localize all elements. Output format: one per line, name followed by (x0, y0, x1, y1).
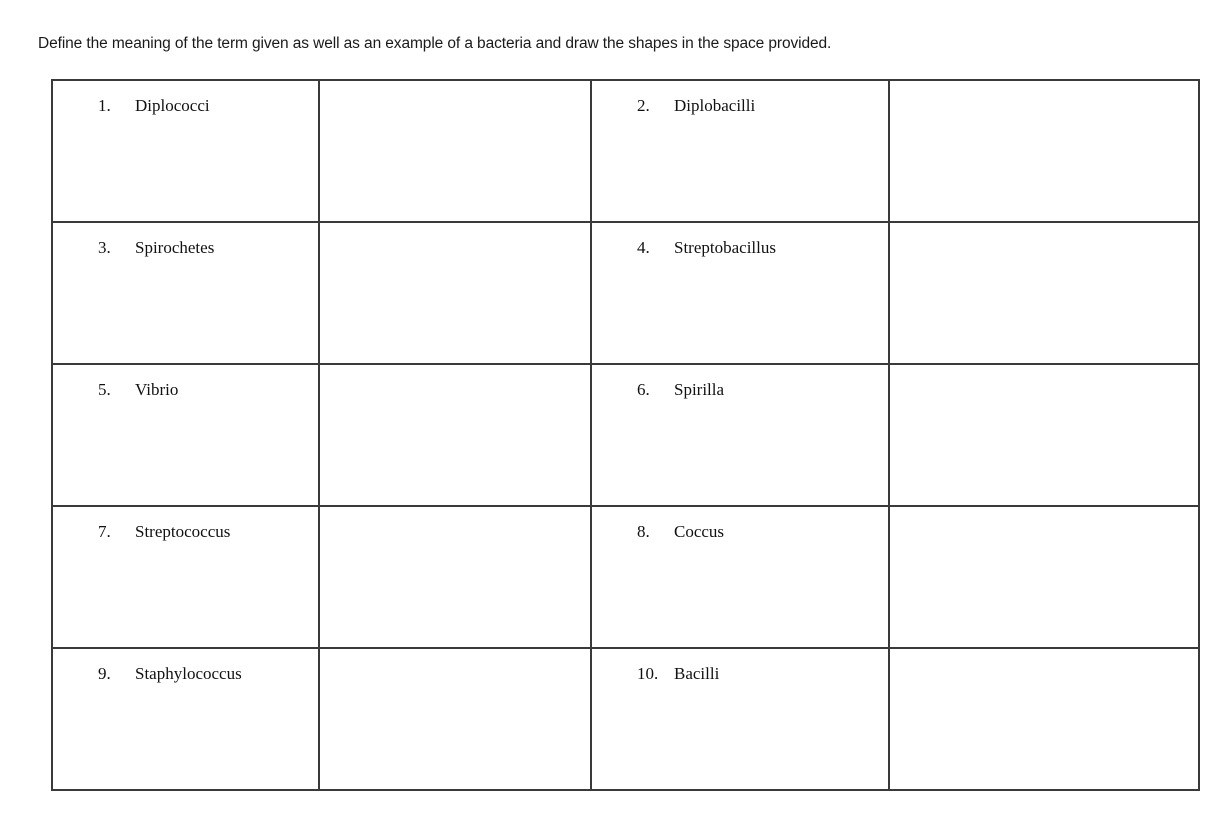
term-cell (591, 506, 889, 648)
answer-cell[interactable] (889, 648, 1199, 790)
term-number: 2. (637, 96, 650, 115)
answer-cell[interactable] (889, 222, 1199, 364)
term-cell (591, 648, 889, 790)
term-label: Diplobacilli (674, 96, 756, 115)
term-cell (52, 222, 319, 364)
term-label: Vibrio (135, 380, 179, 399)
answer-cell[interactable] (319, 648, 591, 790)
answer-cell[interactable] (889, 80, 1199, 222)
term-cell (52, 506, 319, 648)
answer-cell[interactable] (889, 506, 1199, 648)
term-label: Spirilla (674, 380, 725, 399)
table-row (52, 364, 1199, 506)
answer-cell[interactable] (889, 364, 1199, 506)
terms-table (51, 79, 1200, 791)
term-label: Spirochetes (135, 238, 215, 257)
table-row (52, 648, 1199, 790)
term-number: 10. (637, 664, 659, 683)
term-number: 1. (98, 96, 111, 115)
instructions: Define the meaning of the term given as well as an example of a bacteria and draw the shapes in the space provided. (38, 35, 832, 52)
term-label: Streptobacillus (674, 238, 776, 257)
term-cell (591, 222, 889, 364)
term-cell (52, 364, 319, 506)
term-label: Bacilli (674, 664, 720, 683)
term-number: 8. (637, 522, 650, 541)
term-number: 7. (98, 522, 111, 541)
term-label: Diplococci (135, 96, 210, 115)
term-number: 9. (98, 664, 111, 683)
term-cell (591, 80, 889, 222)
answer-cell[interactable] (319, 506, 591, 648)
table-row (52, 222, 1199, 364)
term-label: Staphylococcus (135, 664, 242, 683)
term-cell (52, 80, 319, 222)
term-number: 5. (98, 380, 111, 399)
term-label: Streptococcus (135, 522, 231, 541)
term-cell (52, 648, 319, 790)
answer-cell[interactable] (319, 80, 591, 222)
table-row (52, 80, 1199, 222)
term-number: 4. (637, 238, 650, 257)
term-label: Coccus (674, 522, 725, 541)
answer-cell[interactable] (319, 364, 591, 506)
term-number: 6. (637, 380, 650, 399)
answer-cell[interactable] (319, 222, 591, 364)
term-cell (591, 364, 889, 506)
table-row (52, 506, 1199, 648)
term-number: 3. (98, 238, 111, 257)
